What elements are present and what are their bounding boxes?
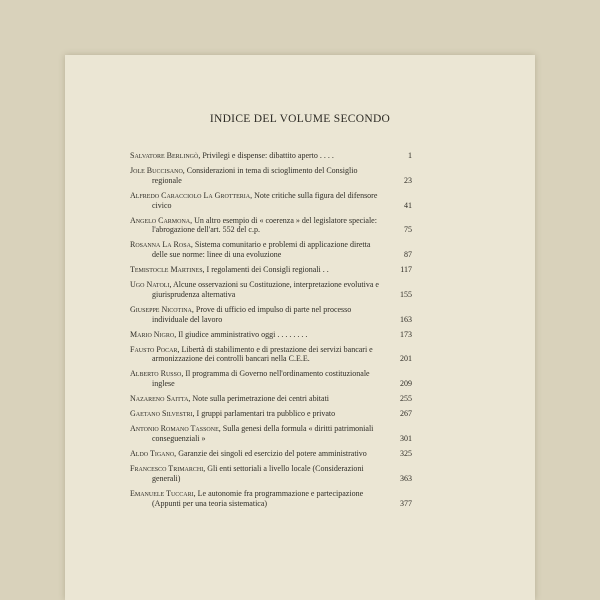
- toc-entry-text: [130, 280, 412, 300]
- toc-entry-text: [130, 424, 412, 444]
- toc-page-number: 117: [400, 265, 412, 275]
- toc-page-number: 301: [400, 433, 412, 443]
- toc-author: Nazareno Saitta,: [130, 394, 191, 404]
- toc-article-title: Il programma di Governo nell'ordinamento costituzionale inglese: [152, 369, 370, 389]
- toc-article-title: Privilegi e dispense: dibattito aperto . . . .: [200, 151, 334, 160]
- toc-article-title: Alcune osservazioni su Costituzione, interpretazione evolutiva e giurisprudenza alternativa: [152, 280, 379, 299]
- toc-entry: [130, 345, 412, 365]
- toc-entry: [130, 240, 412, 260]
- table-of-contents: [130, 151, 412, 514]
- toc-entry-text: [130, 191, 412, 211]
- toc-author: Emanuele Tuccari,: [130, 488, 196, 498]
- toc-page-number: 1: [408, 151, 412, 160]
- toc-entry-text: [130, 216, 412, 236]
- toc-author: Fausto Pocar,: [130, 344, 180, 354]
- toc-entry-text: [130, 166, 412, 186]
- toc-author: Alfredo Caracciolo La Grotteria,: [130, 190, 253, 200]
- toc-entry: [130, 305, 412, 325]
- toc-author: Francesco Trimarchi,: [130, 463, 206, 473]
- toc-page-number: 155: [400, 289, 412, 299]
- toc-entry-text: [130, 394, 412, 404]
- toc-article-title: Considerazioni in tema di scioglimento del Consiglio regionale: [152, 165, 358, 185]
- toc-entry: [130, 216, 412, 236]
- toc-entry-text: [130, 345, 412, 365]
- toc-article-title: Libertà di stabilimento e di prestazione dei servizi bancari e armonizzazione dei controlli bancari nella C.E.E.: [152, 344, 373, 364]
- toc-entry-text: [130, 305, 412, 325]
- toc-entry: [130, 330, 412, 340]
- toc-entry-text: [130, 369, 412, 389]
- toc-entry-text: [130, 265, 412, 275]
- toc-entry: [130, 151, 412, 161]
- toc-page-number: 201: [400, 354, 412, 364]
- toc-entry-text: [130, 409, 412, 419]
- toc-author: Aldo Tigano,: [130, 448, 177, 458]
- toc-article-title: Il giudice amministrativo oggi . . . . . . . .: [176, 329, 308, 339]
- toc-author: Angelo Carmona,: [130, 215, 193, 225]
- toc-entry-text: [130, 449, 412, 459]
- toc-page-number: 163: [400, 314, 412, 324]
- toc-entry: [130, 394, 412, 404]
- toc-article-title: Sulla genesi della formula « diritti patrimoniali conseguenziali »: [152, 424, 374, 443]
- toc-entry: [130, 489, 412, 509]
- toc-article-title: Un altro esempio di « coerenza » del legislatore speciale: l'abrogazione dell'art. 552 del c.p.: [152, 215, 377, 235]
- toc-page-number: 75: [404, 225, 412, 235]
- toc-page-number: 363: [400, 473, 412, 483]
- toc-entry: [130, 166, 412, 186]
- toc-page-number: 267: [400, 409, 412, 419]
- toc-author: Antonio Romano Tassone,: [130, 424, 221, 434]
- toc-entry: [130, 409, 412, 419]
- toc-author: Mario Nigro,: [130, 329, 177, 339]
- toc-page-number: 377: [400, 498, 412, 508]
- toc-page-number: 255: [400, 394, 412, 404]
- toc-article-title: Sistema comunitario e problemi di applicazione diretta delle sue norme: linee di una evoluzione: [152, 240, 371, 260]
- toc-entry-text: [130, 489, 412, 509]
- toc-page-number: 325: [400, 448, 412, 458]
- toc-author: Alberto Russo,: [130, 369, 184, 379]
- toc-author: Giuseppe Nicotina,: [130, 304, 194, 314]
- toc-page-number: 23: [404, 175, 412, 185]
- toc-entry: [130, 280, 412, 300]
- toc-page-number: 41: [404, 200, 412, 210]
- toc-article-title: Garanzie dei singoli ed esercizio del potere amministrativo: [176, 448, 367, 458]
- toc-page-number: 173: [400, 329, 412, 339]
- toc-entry: [130, 424, 412, 444]
- toc-entry-text: [130, 464, 412, 484]
- toc-author: Rosanna La Rosa,: [130, 240, 193, 250]
- toc-article-title: Note critiche sulla figura del difensore civico: [152, 190, 378, 210]
- toc-author: Ugo Natoli,: [130, 280, 172, 290]
- toc-article-title: I regolamenti dei Consigli regionali . .: [204, 265, 329, 275]
- toc-entry: [130, 265, 412, 275]
- toc-author: Jole Buccisano,: [130, 165, 185, 175]
- toc-article-title: Prove di ufficio ed impulso di parte nel processo individuale del lavoro: [152, 304, 352, 324]
- toc-page-number: 209: [400, 379, 412, 389]
- toc-entry: [130, 464, 412, 484]
- toc-author: Gaetano Silvestri,: [130, 409, 195, 419]
- toc-article-title: Gli enti settoriali a livello locale (Considerazioni generali): [152, 463, 364, 483]
- page-title: INDICE DEL VOLUME SECONDO: [209, 113, 391, 125]
- toc-article-title: Le autonomie fra programmazione e partecipazione (Appunti per una teoria sistematica): [152, 488, 364, 508]
- toc-entry-text: [130, 240, 412, 260]
- toc-entry-text: [130, 330, 412, 340]
- toc-article-title: I gruppi parlamentari tra pubblico e privato: [194, 409, 336, 419]
- toc-entry-text: [130, 151, 412, 161]
- toc-entry: [130, 369, 412, 389]
- toc-author: Salvatore Berlingò,: [130, 151, 201, 160]
- toc-entry: [130, 191, 412, 211]
- toc-page-number: 87: [404, 250, 412, 260]
- toc-entry: [130, 449, 412, 459]
- toc-article-title: Note sulla perimetrazione dei centri abitati: [190, 394, 330, 404]
- toc-author: Temistocle Martines,: [130, 265, 205, 275]
